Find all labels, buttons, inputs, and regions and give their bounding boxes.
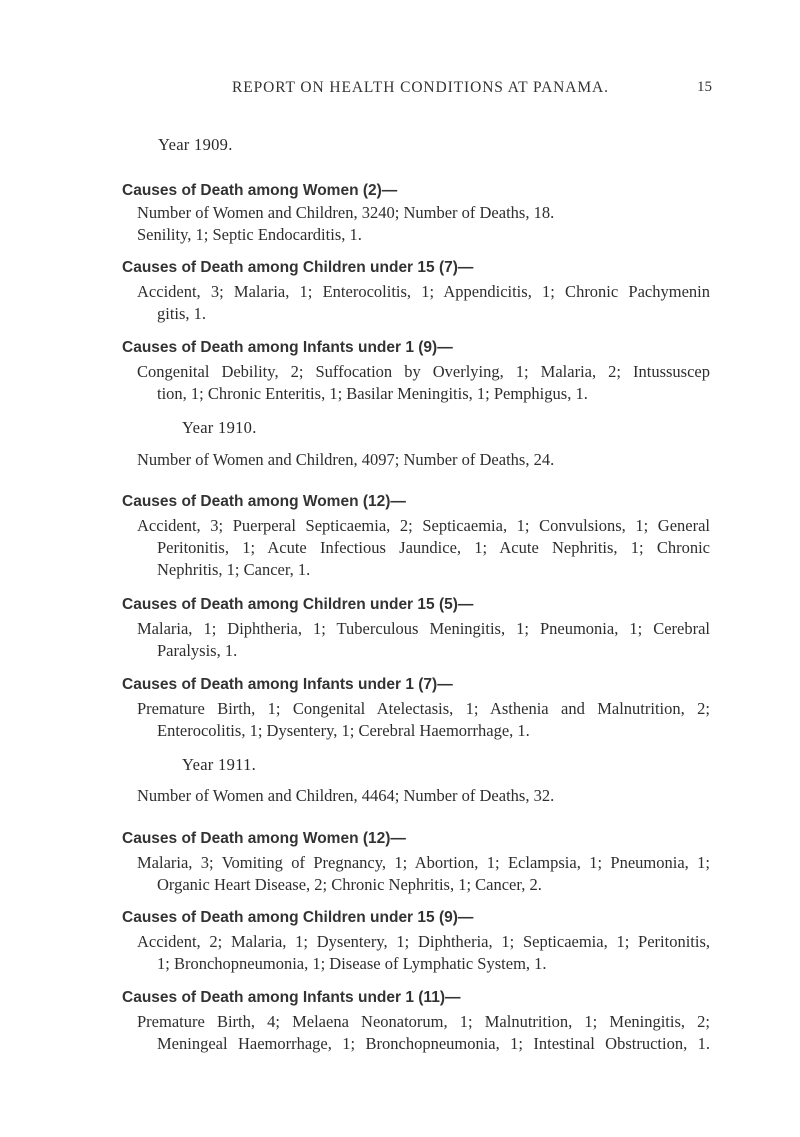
section-heading: Causes of Death among Women (12)—: [122, 830, 406, 847]
text-line: Accident, 2; Malaria, 1; Dysentery, 1; Diphtheria, 1; Septicaemia, 1; Peritonitis,: [137, 932, 710, 951]
section-heading: Causes of Death among Children under 15 (5)—: [122, 596, 474, 613]
section-heading: Causes of Death among Children under 15 (9)—: [122, 909, 474, 926]
text-line: Number of Women and Children, 3240; Number of Deaths, 18.: [137, 203, 555, 222]
text-line: Accident, 3; Malaria, 1; Enterocolitis, 1; Appendicitis, 1; Chronic Pachymenin: [137, 282, 710, 301]
section-heading: Causes of Death among Infants under 1 (7)—: [122, 676, 453, 693]
running-title: REPORT ON HEALTH CONDITIONS AT PANAMA.: [232, 79, 609, 96]
text-line: Malaria, 3; Vomiting of Pregnancy, 1; Abortion, 1; Eclampsia, 1; Pneumonia, 1;: [137, 853, 710, 872]
text-line: Enterocolitis, 1; Dysentery, 1; Cerebral Haemorrhage, 1.: [157, 721, 530, 740]
section-heading: Causes of Death among Women (2)—: [122, 182, 398, 199]
text-line: Number of Women and Children, 4097; Number of Deaths, 24.: [137, 450, 555, 469]
text-line: Premature Birth, 1; Congenital Atelectasis, 1; Asthenia and Malnutrition, 2;: [137, 699, 710, 718]
paragraph: [137, 281, 710, 325]
year-heading-1909: Year 1909.: [158, 135, 233, 154]
text-line: Malaria, 1; Diphtheria, 1; Tuberculous Meningitis, 1; Pneumonia, 1; Cerebral: [137, 619, 710, 638]
text-line: Premature Birth, 4; Melaena Neonatorum, 1; Malnutrition, 1; Meningitis, 2;: [137, 1012, 710, 1031]
text-line: Peritonitis, 1; Acute Infectious Jaundice, 1; Acute Nephritis, 1; Chronic: [157, 538, 710, 557]
summary-paragraph: [137, 785, 554, 807]
text-line: gitis, 1.: [157, 304, 207, 323]
paragraph: [137, 1011, 710, 1055]
year-heading-1910: Year 1910.: [182, 418, 257, 437]
text-line: Organic Heart Disease, 2; Chronic Nephritis, 1; Cancer, 2.: [157, 875, 542, 894]
text-line: Number of Women and Children, 4464; Number of Deaths, 32.: [137, 786, 555, 805]
section-heading: Causes of Death among Women (12)—: [122, 493, 406, 510]
paragraph: [137, 931, 710, 975]
paragraph: [137, 618, 710, 662]
section-heading: Causes of Death among Children under 15 (7)—: [122, 259, 474, 276]
paragraph: [137, 202, 554, 246]
text-line: Paralysis, 1.: [157, 641, 238, 660]
paragraph: [137, 361, 710, 405]
text-line: Accident, 3; Puerperal Septicaemia, 2; Septicaemia, 1; Convulsions, 1; General: [137, 516, 710, 535]
text-line: 1; Bronchopneumonia, 1; Disease of Lymphatic System, 1.: [157, 954, 547, 973]
year-heading-1911: Year 1911.: [182, 755, 257, 774]
section-heading: Causes of Death among Infants under 1 (11)—: [122, 989, 461, 1006]
paragraph: [137, 515, 710, 581]
text-line: tion, 1; Chronic Enteritis, 1; Basilar Meningitis, 1; Pemphigus, 1.: [157, 384, 588, 403]
text-line: Nephritis, 1; Cancer, 1.: [157, 560, 311, 579]
text-line: Senility, 1; Septic Endocarditis, 1.: [137, 225, 362, 244]
page-number: 15: [697, 79, 712, 95]
summary-paragraph: [137, 449, 554, 471]
text-line: Meningeal Haemorrhage, 1; Bronchopneumonia, 1; Intestinal Obstruction, 1.: [157, 1034, 710, 1053]
paragraph: [137, 698, 710, 742]
section-heading: Causes of Death among Infants under 1 (9)—: [122, 339, 453, 356]
paragraph: [137, 852, 710, 896]
text-line: Congenital Debility, 2; Suffocation by Overlying, 1; Malaria, 2; Intussuscep: [137, 362, 710, 381]
